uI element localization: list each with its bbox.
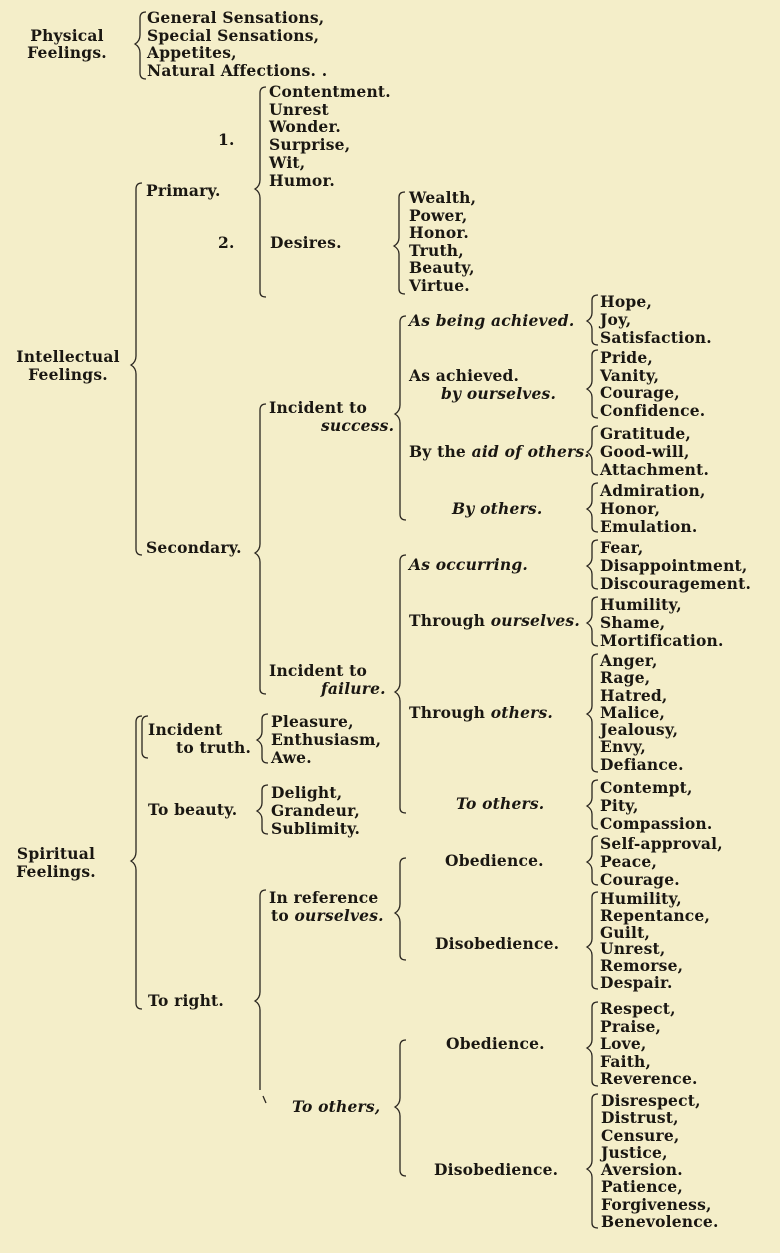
list-item: Beauty, xyxy=(409,258,475,277)
failure-label-line2: failure. xyxy=(321,679,386,698)
spiritual-heading-line2: Feelings. xyxy=(16,862,96,881)
list-item: Attachment. xyxy=(600,460,710,479)
list-item: Emulation. xyxy=(600,517,698,536)
physical-items xyxy=(147,9,327,79)
list-item: Vanity, xyxy=(600,365,660,385)
physical-heading-line2: Feelings. xyxy=(27,43,107,62)
list-item: Unrest, xyxy=(600,939,666,959)
list-item: Defiance. xyxy=(600,754,684,774)
list-item: Respect, xyxy=(600,999,676,1018)
list-item: Admiration, xyxy=(600,481,706,500)
list-item: Aversion. xyxy=(601,1160,683,1180)
pleasure-items xyxy=(271,713,381,767)
list-item: Pride, xyxy=(600,348,654,367)
list-item: Anger, xyxy=(600,651,658,670)
truth-label-line2: to truth. xyxy=(176,738,252,757)
list-item: Disappointment, xyxy=(600,556,748,575)
list-item: Despair. xyxy=(600,972,673,992)
disrespect-items xyxy=(601,1092,719,1230)
fear-items xyxy=(600,539,751,593)
list-item: Joy, xyxy=(600,310,632,329)
list-item: Humility, xyxy=(600,889,682,908)
through-ourselves-plain: Through xyxy=(409,611,486,630)
list-item: Surprise, xyxy=(269,135,351,155)
list-item: Shame, xyxy=(600,613,666,632)
truth-label-line1: Incident xyxy=(148,720,223,739)
list-item: Courage. xyxy=(600,870,680,889)
list-item: Justice, xyxy=(601,1142,668,1162)
primary-label: Primary. xyxy=(146,181,221,200)
self-approval-items xyxy=(600,835,723,889)
list-item: Patience, xyxy=(601,1177,683,1197)
by-aid-of-others-italic: aid of others. xyxy=(471,442,590,461)
list-item: Special Sensations, xyxy=(147,25,320,45)
by-aid-of-others-label xyxy=(409,443,590,460)
list-item: Forgiveness, xyxy=(601,1194,712,1214)
list-item: Benevolence. xyxy=(601,1212,719,1232)
intellectual-heading-line1: Intellectual xyxy=(16,347,120,366)
respect-items xyxy=(600,1000,698,1088)
desires-label: Desires. xyxy=(270,233,342,252)
list-item: Censure, xyxy=(601,1125,680,1145)
list-item: Rage, xyxy=(600,668,651,688)
list-item: Compassion. xyxy=(600,814,713,833)
list-item: Love, xyxy=(600,1034,647,1053)
list-item: Self-approval, xyxy=(600,834,723,853)
list-item: Confidence. xyxy=(600,400,706,420)
list-item: Enthusiasm, xyxy=(271,730,382,749)
list-item: Hope, xyxy=(600,292,653,311)
by-others-label: By others. xyxy=(452,499,543,518)
desires-items xyxy=(409,189,476,294)
by-aid-of-others-plain: By the xyxy=(409,442,466,461)
through-ourselves-label xyxy=(409,612,580,629)
list-item: Repentance, xyxy=(600,905,711,925)
list-item: Malice, xyxy=(600,702,666,722)
list-item: Honor. xyxy=(409,223,469,242)
list-item: Distrust, xyxy=(601,1108,679,1128)
as-being-achieved-label: As being achieved. xyxy=(409,311,575,330)
list-item: Jealousy, xyxy=(600,720,679,740)
contempt-items xyxy=(600,779,713,833)
group1-number: 1. xyxy=(218,130,235,149)
list-item: Contempt, xyxy=(600,778,693,797)
disobedience-ourselves-label: Disobedience. xyxy=(435,934,560,953)
list-item: Wonder. xyxy=(269,117,341,137)
in-reference-plain: to xyxy=(271,906,289,925)
physical-heading-line1: Physical xyxy=(30,26,104,45)
list-item: Delight, xyxy=(271,783,343,802)
list-item: Discouragement. xyxy=(600,574,752,593)
list-item: Appetites, xyxy=(147,43,237,62)
list-item: Humility, xyxy=(600,595,682,614)
as-occurring-label: As occurring. xyxy=(409,555,528,574)
list-item: Pleasure, xyxy=(271,712,354,731)
beauty-label: To beauty. xyxy=(148,800,238,819)
gratitude-items xyxy=(600,425,709,479)
list-item: Awe. xyxy=(271,748,312,767)
list-item: Fear, xyxy=(600,538,644,557)
intellectual-heading-line2: Feelings. xyxy=(28,365,108,384)
anger-items xyxy=(600,652,684,773)
list-item: Guilt, xyxy=(600,922,651,942)
obedience-others-label: Obedience. xyxy=(446,1034,545,1053)
list-item: Wit, xyxy=(269,152,306,172)
humility-items xyxy=(600,596,724,650)
spiritual-heading-line1: Spiritual xyxy=(16,844,96,863)
group2-number: 2. xyxy=(218,233,235,252)
group1-items xyxy=(269,83,391,189)
in-reference-italic: ourselves. xyxy=(294,906,384,925)
secondary-label: Secondary. xyxy=(146,538,242,557)
list-item: Humor. xyxy=(269,170,335,190)
disobedience-others-label: Disobedience. xyxy=(434,1160,559,1179)
list-item: Faith, xyxy=(600,1051,652,1071)
list-item: Mortification. xyxy=(600,631,724,650)
list-item: Power, xyxy=(409,205,468,225)
list-item: Remorse, xyxy=(600,956,684,976)
list-item: Disrespect, xyxy=(601,1091,701,1110)
list-item: Virtue. xyxy=(409,275,470,295)
list-item: Sublimity. xyxy=(271,819,361,838)
to-others-failure-label: To others. xyxy=(456,794,545,813)
in-reference-label-line1: In reference xyxy=(269,888,379,907)
success-label-line1: Incident to xyxy=(269,398,368,417)
admiration-items xyxy=(600,482,706,536)
list-item: Peace, xyxy=(600,852,658,871)
list-item: Praise, xyxy=(600,1016,662,1036)
to-others-right-label: To others, xyxy=(292,1097,381,1116)
delight-items xyxy=(271,784,360,838)
list-item: Honor, xyxy=(600,499,661,518)
to-right-label: To right. xyxy=(148,991,225,1010)
list-item: Good-will, xyxy=(600,442,690,461)
list-item: General Sensations, xyxy=(147,8,325,27)
humility-disobedience-items xyxy=(600,891,710,992)
list-item: Courage, xyxy=(600,383,680,402)
list-item: Contentment. xyxy=(269,82,391,101)
list-item: Natural Affections. . xyxy=(147,60,328,80)
list-item: Envy, xyxy=(600,737,647,757)
through-others-italic: others. xyxy=(490,703,554,722)
list-item: Gratitude, xyxy=(600,424,692,443)
hope-items xyxy=(600,293,712,347)
as-achieved-label-line2: by ourselves. xyxy=(441,384,557,403)
as-achieved-label-line1: As achieved. xyxy=(409,366,520,385)
list-item: Unrest xyxy=(269,99,329,119)
in-reference-label-line2 xyxy=(271,907,384,924)
list-item: Wealth, xyxy=(409,188,477,207)
list-item: Reverence. xyxy=(600,1069,698,1088)
list-item: Grandeur, xyxy=(271,801,360,820)
list-item: Truth, xyxy=(409,240,464,260)
through-others-plain: Through xyxy=(409,703,486,722)
list-item: Hatred, xyxy=(600,685,668,705)
through-ourselves-italic: ourselves. xyxy=(490,611,580,630)
pride-items xyxy=(600,349,705,419)
failure-label-line1: Incident to xyxy=(269,661,368,680)
list-item: Satisfaction. xyxy=(600,328,712,347)
through-others-label xyxy=(409,704,553,721)
list-item: Pity, xyxy=(600,796,639,815)
success-label-line2: success. xyxy=(321,416,395,435)
obedience-ourselves-label: Obedience. xyxy=(445,851,544,870)
